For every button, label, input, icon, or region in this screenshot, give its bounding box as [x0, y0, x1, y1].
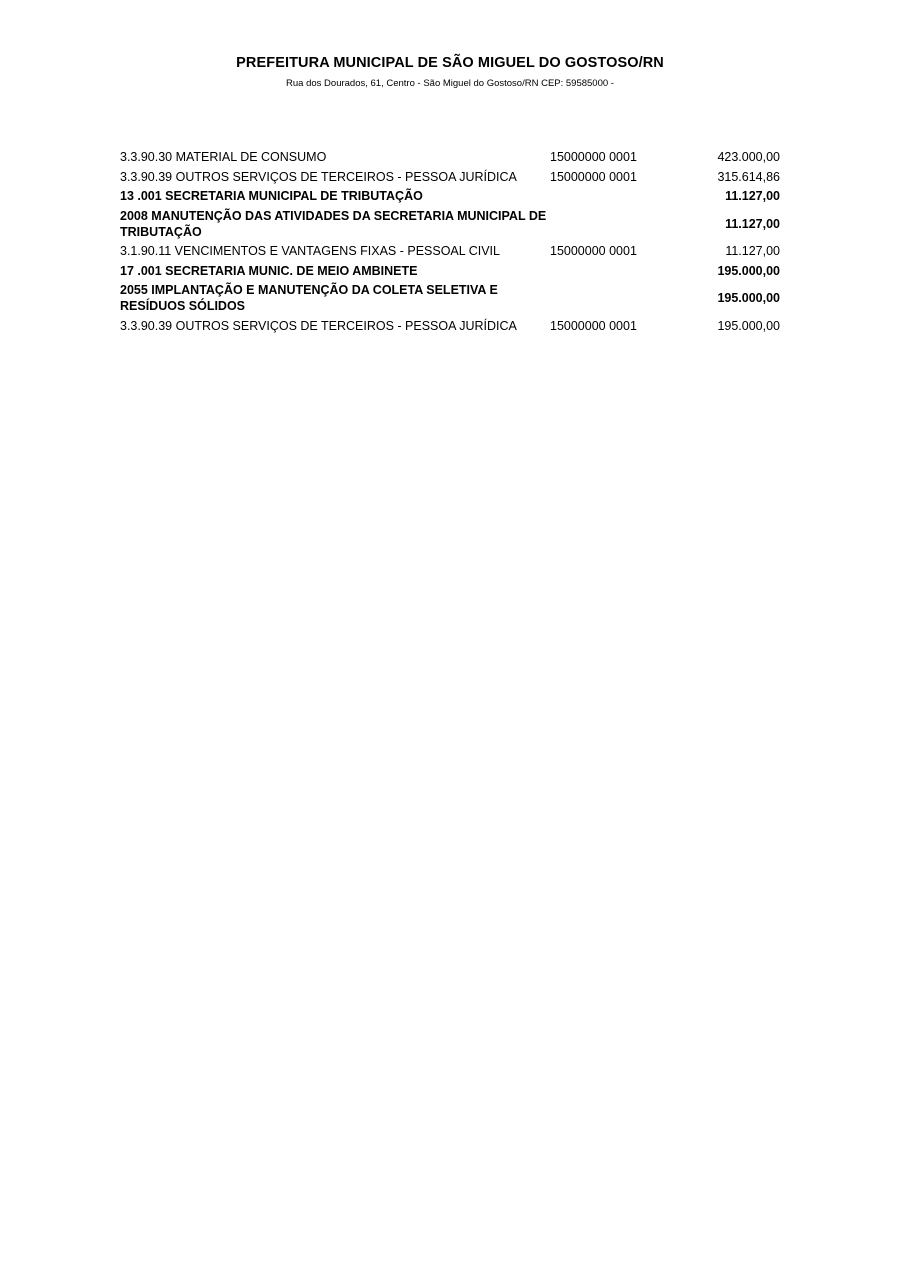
row-description: 3.1.90.11 VENCIMENTOS E VANTAGENS FIXAS - PESSOAL CIVIL: [120, 244, 500, 259]
page-title: PREFEITURA MUNICIPAL DE SÃO MIGUEL DO GOSTOSO/RN: [236, 55, 664, 71]
row-description: 3.3.90.30 MATERIAL DE CONSUMO: [120, 150, 327, 164]
header-address: Rua dos Dourados, 61, Centro - São Miguel do Gostoso/RN CEP: 59585000 -: [286, 78, 614, 90]
table-row: [120, 207, 780, 242]
row-description: 2008 MANUTENÇÃO DAS ATIVIDADES DA SECRETARIA MUNICIPAL DE TRIBUTAÇÃO: [120, 208, 547, 239]
table-row: [120, 242, 780, 262]
row-description: 17 .001 SECRETARIA MUNIC. DE MEIO AMBINETE: [120, 263, 418, 278]
row-description: 3.3.90.39 OUTROS SERVIÇOS DE TERCEIROS - PESSOA JURÍDICA: [120, 169, 517, 184]
table-row: [120, 281, 780, 316]
row-description: 2055 IMPLANTAÇÃO E MANUTENÇÃO DA COLETA SELETIVA E RESÍDUOS SÓLIDOS: [120, 283, 498, 313]
budget-table-body: [120, 148, 780, 336]
table-row: [120, 262, 780, 282]
row-funding-source: 15000000 0001: [550, 318, 637, 333]
row-funding-source: 15000000 0001: [550, 244, 637, 259]
row-funding-source: [550, 262, 670, 282]
row-funding-source: [550, 207, 670, 242]
row-description: 3.3.90.39 OUTROS SERVIÇOS DE TERCEIROS - PESSOA JURÍDICA: [120, 318, 517, 333]
row-description: 13 .001 SECRETARIA MUNICIPAL DE TRIBUTAÇÃO: [120, 189, 423, 204]
document-header: [0, 0, 900, 90]
table-row: [120, 168, 780, 188]
row-amount: 11.127,00: [725, 189, 780, 204]
row-amount: 315.614,86: [717, 169, 780, 184]
row-funding-source: 15000000 0001: [550, 169, 637, 184]
budget-table: [120, 148, 780, 336]
row-amount: 195.000,00: [717, 263, 780, 278]
table-row: [120, 317, 780, 337]
table-row: [120, 148, 780, 168]
row-funding-source: [550, 187, 670, 207]
row-amount: 195.000,00: [717, 291, 780, 306]
table-row: [120, 187, 780, 207]
row-amount: 11.127,00: [725, 244, 780, 259]
row-funding-source: 15000000 0001: [550, 150, 637, 164]
row-amount: 11.127,00: [725, 216, 780, 231]
row-amount: 423.000,00: [717, 150, 780, 164]
row-funding-source: [550, 281, 670, 316]
row-amount: 195.000,00: [717, 318, 780, 333]
